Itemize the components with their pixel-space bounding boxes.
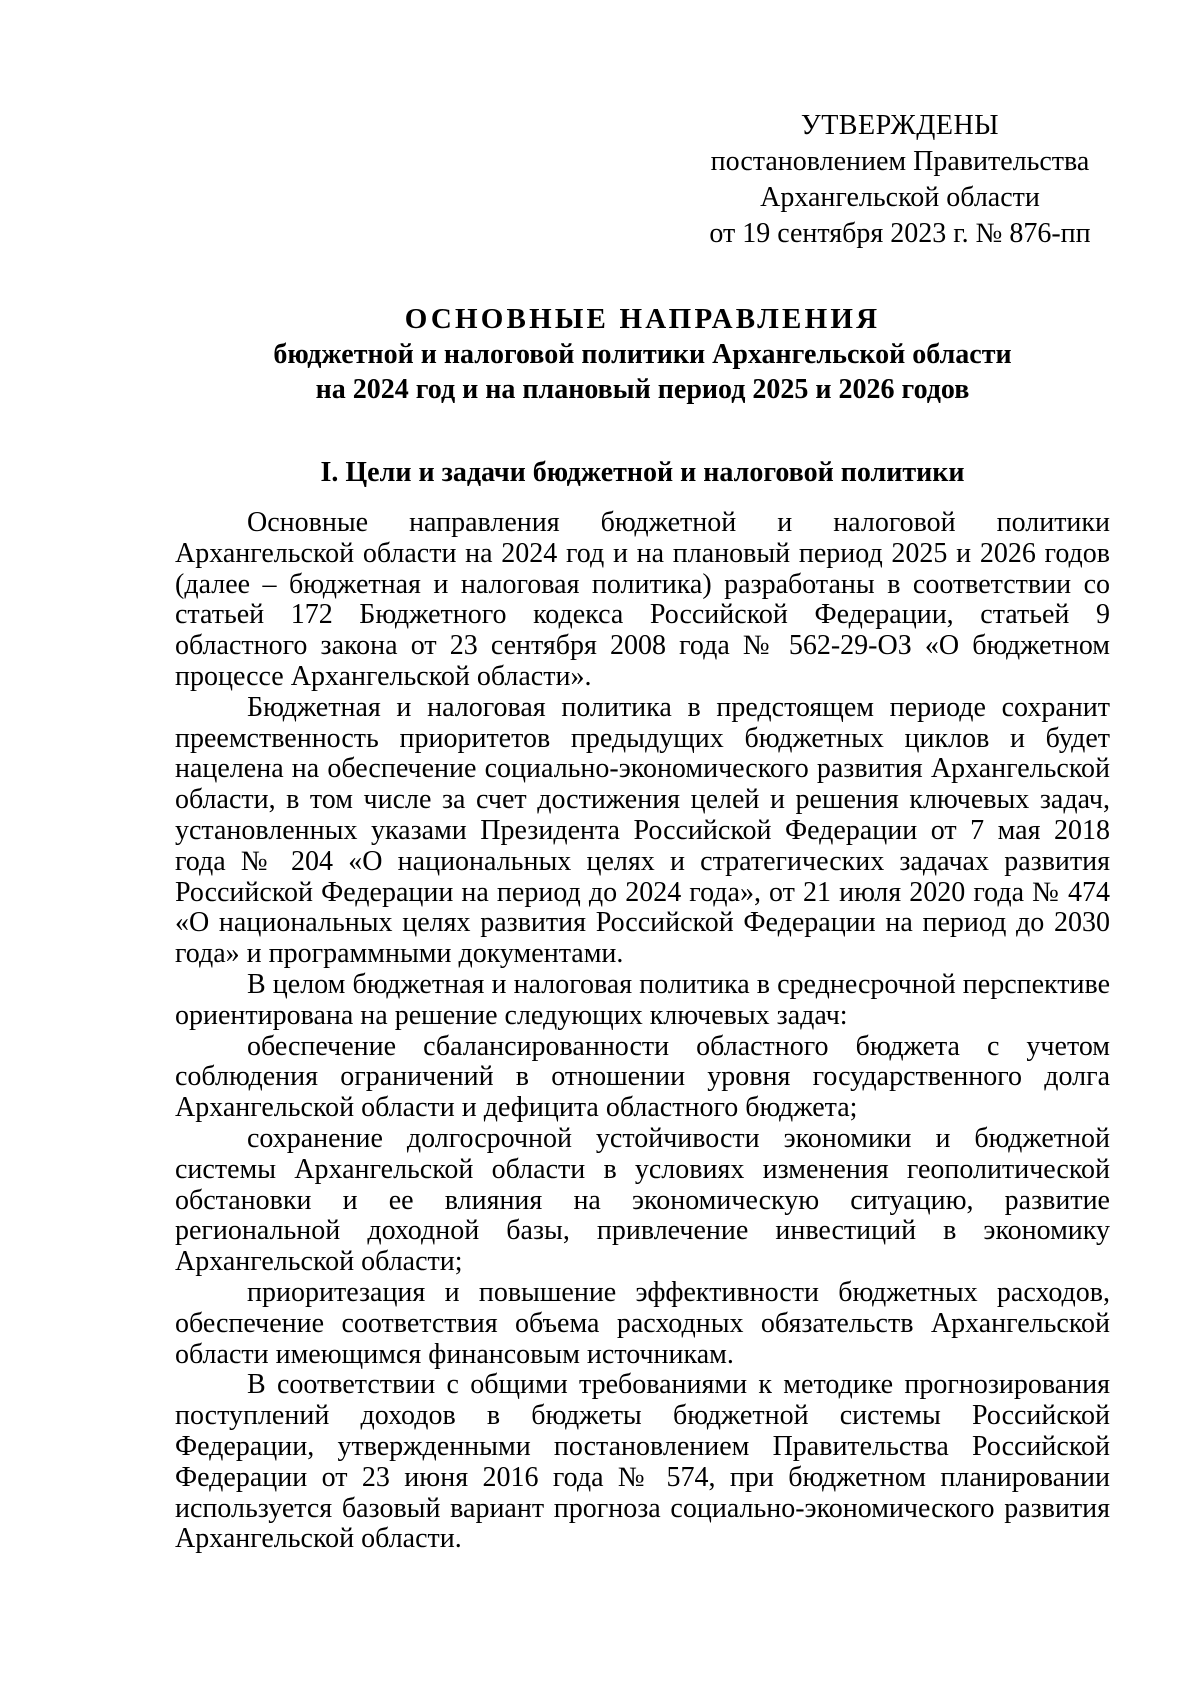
paragraph: Основные направления бюджетной и налоговой политики Архангельской области на 2024 год и на плановый период 2025 и 2026 годов (далее – бюджетная и налоговая политика) разработаны в соответствии со статьей 172 Бюджетного кодекса Российской Федерации, статьей 9 областного закона от 23 сентября 2008 года № 562-29-ОЗ «О бюджетном процессе Архангельской области». [175, 507, 1110, 692]
document-title-line-3: на 2024 год и на плановый период 2025 и 2026 годов [315, 374, 970, 405]
approval-title: УТВЕРЖДЕНЫ [800, 110, 1000, 141]
document-title-main: ОСНОВНЫЕ НАПРАВЛЕНИЯ [404, 303, 881, 335]
paragraph: В целом бюджетная и налоговая политика в среднесрочной перспективе ориентирована на решение следующих ключевых задач: [175, 968, 1110, 1031]
paragraph: Бюджетная и налоговая политика в предстоящем периоде сохранит преемственность приоритетов предыдущих бюджетных циклов и будет нацелена на обеспечение социально-экономического развития Архангельской области, в том числе за счет достижения целей и решения ключевых задач, установленных указами Президента Российской Федерации от 7 мая 2018 года № 204 «О национальных целях и стратегических задачах развития Российской Федерации на период до 2024 года», от 21 июля 2020 года № 474 «О национальных целях развития Российской Федерации на период до 2030 года» и программными документами. [175, 691, 1110, 970]
approval-line-2: Архангельской области [760, 182, 1040, 213]
approval-line-1: постановлением Правительства [710, 146, 1090, 177]
list-item: приоритезация и повышение эффективности бюджетных расходов, обеспечение соответствия объема расходных обязательств Архангельской области имеющимся финансовым источникам. [175, 1276, 1110, 1370]
document-title [175, 302, 1110, 407]
section-body [175, 508, 1110, 1555]
list-item: обеспечение сбалансированности областного бюджета с учетом соблюдения ограничений в отношении уровня государственного долга Архангельской области и дефицита областного бюджета; [175, 1030, 1110, 1124]
paragraph: В соответствии с общими требованиями к методике прогнозирования поступлений доходов в бюджеты бюджетной системы Российской Федерации, утвержденными постановлением Правительства Российской Федерации от 23 июня 2016 года № 574, при бюджетном планировании используется базовый вариант прогноза социально-экономического развития Архангельской области. [175, 1369, 1110, 1555]
list-item: сохранение долгосрочной устойчивости экономики и бюджетной системы Архангельской области в условиях изменения геополитической обстановки и ее влияния на экономическую ситуацию, развитие региональной доходной базы, привлечение инвестиций в экономику Архангельской области; [175, 1122, 1110, 1278]
section-heading: I. Цели и задачи бюджетной и налоговой политики [320, 457, 965, 488]
approval-stamp [690, 108, 1110, 252]
document-title-line-2: бюджетной и налоговой политики Архангельской области [273, 339, 1012, 370]
approval-line-3: от 19 сентября 2023 г. № 876-пп [709, 218, 1091, 249]
